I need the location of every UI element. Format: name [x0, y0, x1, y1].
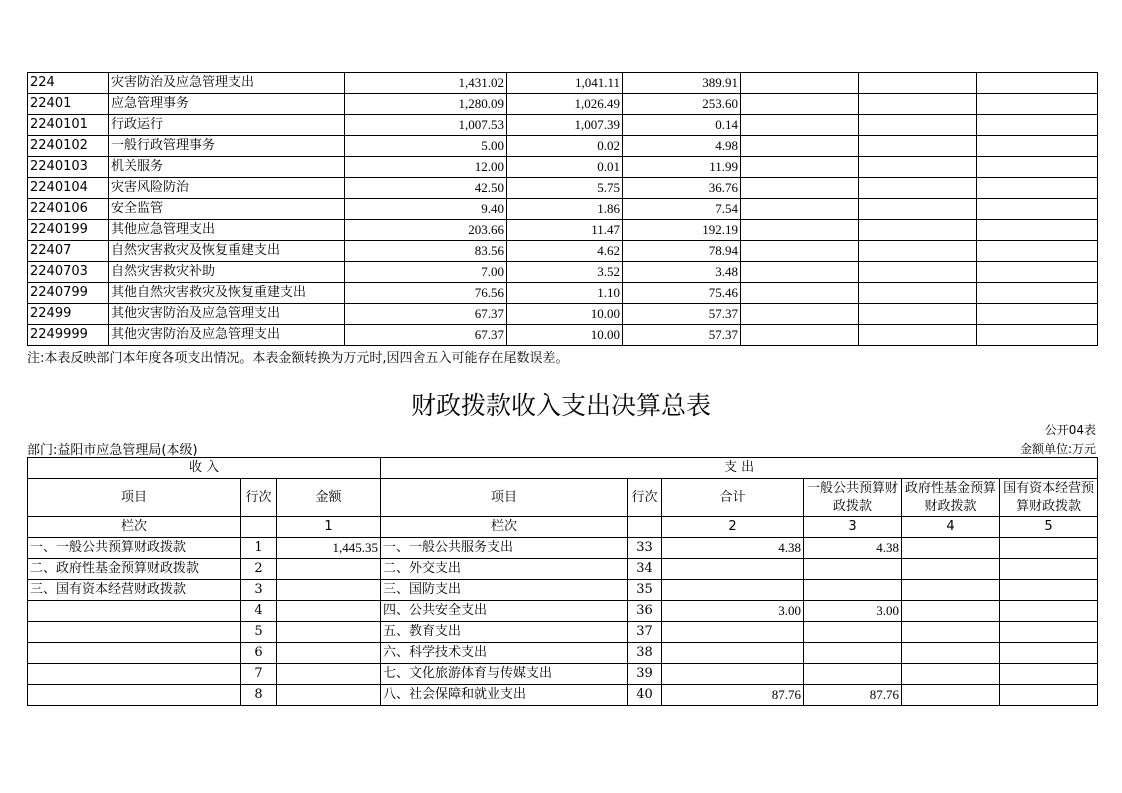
empty-cell: [741, 94, 859, 115]
expense-item: 七、文化旅游体育与传媒支出: [381, 664, 628, 685]
row-project: 78.94: [623, 241, 741, 262]
empty-cell: [741, 178, 859, 199]
table-row: [28, 262, 1098, 283]
income-item: [28, 685, 241, 706]
expense-total: [662, 622, 804, 643]
expense-item: 五、教育支出: [381, 622, 628, 643]
empty-cell: [977, 94, 1098, 115]
table-row: [28, 643, 1098, 664]
page-title: 财政拨款收入支出决算总表: [410, 391, 711, 420]
empty-cell: [859, 220, 977, 241]
empty-cell: [977, 220, 1098, 241]
income-item: 一、一般公共预算财政拨款: [28, 538, 241, 559]
table-row: [28, 136, 1098, 157]
row-code: 2240102: [28, 136, 109, 157]
unit-label: 金额单位:万元: [1019, 442, 1096, 456]
row-name: 安全监管: [109, 199, 345, 220]
empty-cell: [741, 241, 859, 262]
row-basic: 0.02: [507, 136, 623, 157]
expense-total: 3.00: [662, 601, 804, 622]
row-total: 67.37: [345, 304, 507, 325]
empty-cell: [902, 538, 1000, 559]
empty-cell: [741, 199, 859, 220]
row-name: 灾害风险防治: [109, 178, 345, 199]
row-code: 2240103: [28, 157, 109, 178]
table-row: [28, 241, 1098, 262]
empty-cell: [741, 220, 859, 241]
row-project: 253.60: [623, 94, 741, 115]
income-amount: [277, 601, 381, 622]
empty-cell: [1000, 664, 1098, 685]
income-amount: 1,445.35: [277, 538, 381, 559]
row-name: 行政运行: [109, 115, 345, 136]
empty-cell: [859, 136, 977, 157]
expense-total: [662, 664, 804, 685]
row-code: 2240199: [28, 220, 109, 241]
expense-row-number: 39: [628, 664, 662, 685]
income-row-number: 2: [241, 559, 277, 580]
row-name: 其他自然灾害救灾及恢复重建支出: [109, 283, 345, 304]
table-row: [28, 622, 1098, 643]
income-amount: [277, 685, 381, 706]
row-basic: 10.00: [507, 325, 623, 346]
table-row: [28, 220, 1098, 241]
row-basic: 1.86: [507, 199, 623, 220]
expense-general: [804, 643, 902, 664]
income-amount: [277, 580, 381, 601]
table-row: [28, 685, 1098, 706]
row-basic: 1,026.49: [507, 94, 623, 115]
row-basic: 1,007.39: [507, 115, 623, 136]
empty-cell: [628, 517, 662, 538]
row-code: 2249999: [28, 325, 109, 346]
expense-item: 六、科学技术支出: [381, 643, 628, 664]
row-project: 3.48: [623, 262, 741, 283]
empty-cell: [902, 664, 1000, 685]
col-num-4: 4: [902, 517, 1000, 538]
col-general: 一般公共预算财政拨款: [804, 479, 902, 517]
table-row: [28, 304, 1098, 325]
table-note: 注:本表反映部门本年度各项支出情况。本表金额转换为万元时,因四舍五入可能存在尾数误差。: [27, 351, 569, 366]
income-amount: [277, 622, 381, 643]
empty-cell: [1000, 601, 1098, 622]
income-row-number: 8: [241, 685, 277, 706]
empty-cell: [977, 178, 1098, 199]
table-row: [28, 115, 1098, 136]
row-total: 5.00: [345, 136, 507, 157]
empty-cell: [859, 199, 977, 220]
col-row2: 行次: [628, 479, 662, 517]
row-basic: 1.10: [507, 283, 623, 304]
row-total: 1,280.09: [345, 94, 507, 115]
empty-cell: [741, 304, 859, 325]
table-row: [28, 178, 1098, 199]
row-basic: 1,041.11: [507, 73, 623, 94]
empty-cell: [859, 241, 977, 262]
empty-cell: [902, 601, 1000, 622]
empty-cell: [1000, 559, 1098, 580]
row-total: 7.00: [345, 262, 507, 283]
row-code: 2240799: [28, 283, 109, 304]
table-row: [28, 325, 1098, 346]
table-row: [28, 559, 1098, 580]
empty-cell: [859, 73, 977, 94]
empty-cell: [977, 199, 1098, 220]
col-item: 项目: [28, 479, 241, 517]
row-code: 2240101: [28, 115, 109, 136]
col-item2: 项目: [381, 479, 628, 517]
col-gov-fund: 政府性基金预算财政拨款: [902, 479, 1000, 517]
table-row: [28, 157, 1098, 178]
col-num-3: 3: [804, 517, 902, 538]
row-name: 应急管理事务: [109, 94, 345, 115]
empty-cell: [977, 241, 1098, 262]
expense-total: [662, 580, 804, 601]
row-project: 4.98: [623, 136, 741, 157]
row-name: 其他灾害防治及应急管理支出: [109, 325, 345, 346]
empty-cell: [1000, 685, 1098, 706]
empty-cell: [977, 136, 1098, 157]
empty-cell: [1000, 538, 1098, 559]
row-name: 其他应急管理支出: [109, 220, 345, 241]
income-item: 三、国有资本经营财政拨款: [28, 580, 241, 601]
empty-cell: [741, 325, 859, 346]
row-basic: 0.01: [507, 157, 623, 178]
col-row: 行次: [241, 479, 277, 517]
row-project: 389.91: [623, 73, 741, 94]
income-row-number: 4: [241, 601, 277, 622]
empty-cell: [1000, 580, 1098, 601]
row-name: 其他灾害防治及应急管理支出: [109, 304, 345, 325]
expense-total: 87.76: [662, 685, 804, 706]
empty-cell: [741, 157, 859, 178]
income-item: [28, 643, 241, 664]
expense-total: [662, 643, 804, 664]
expense-general: [804, 664, 902, 685]
empty-cell: [859, 262, 977, 283]
row-project: 57.37: [623, 304, 741, 325]
expense-row-number: 36: [628, 601, 662, 622]
empty-cell: [741, 115, 859, 136]
income-item: [28, 622, 241, 643]
expense-row-number: 34: [628, 559, 662, 580]
expense-general: 4.38: [804, 538, 902, 559]
row-basic: 5.75: [507, 178, 623, 199]
row-project: 11.99: [623, 157, 741, 178]
table-row: [28, 73, 1098, 94]
row-basic: 4.62: [507, 241, 623, 262]
row-total: 76.56: [345, 283, 507, 304]
expense-row-number: 35: [628, 580, 662, 601]
income-row-number: 3: [241, 580, 277, 601]
empty-cell: [859, 115, 977, 136]
row-code: 224: [28, 73, 109, 94]
row-total: 203.66: [345, 220, 507, 241]
empty-cell: [902, 685, 1000, 706]
empty-cell: [902, 559, 1000, 580]
empty-cell: [902, 622, 1000, 643]
table-row: [28, 94, 1098, 115]
row-project: 7.54: [623, 199, 741, 220]
income-item: [28, 664, 241, 685]
expense-item: 三、国防支出: [381, 580, 628, 601]
empty-cell: [977, 115, 1098, 136]
income-row-number: 6: [241, 643, 277, 664]
row-project: 0.14: [623, 115, 741, 136]
empty-cell: [977, 325, 1098, 346]
row-total: 1,431.02: [345, 73, 507, 94]
empty-cell: [977, 304, 1098, 325]
row-total: 83.56: [345, 241, 507, 262]
empty-cell: [859, 304, 977, 325]
row-total: 67.37: [345, 325, 507, 346]
col-state-capital: 国有资本经营预算财政拨款: [1000, 479, 1098, 517]
empty-cell: [859, 178, 977, 199]
row-name: 自然灾害救灾及恢复重建支出: [109, 241, 345, 262]
income-row-number: 7: [241, 664, 277, 685]
col-num-5: 5: [1000, 517, 1098, 538]
row-code: 2240106: [28, 199, 109, 220]
empty-cell: [977, 73, 1098, 94]
row-code: 2240104: [28, 178, 109, 199]
row-name: 一般行政管理事务: [109, 136, 345, 157]
income-amount: [277, 664, 381, 685]
empty-cell: [859, 325, 977, 346]
expense-general: 3.00: [804, 601, 902, 622]
empty-cell: [859, 283, 977, 304]
empty-cell: [902, 580, 1000, 601]
table-row: [28, 601, 1098, 622]
col-label-2: 栏次: [381, 517, 628, 538]
row-total: 12.00: [345, 157, 507, 178]
fiscal-summary-table: [27, 457, 1098, 706]
expense-item: 四、公共安全支出: [381, 601, 628, 622]
expense-row-number: 33: [628, 538, 662, 559]
empty-cell: [741, 136, 859, 157]
income-row-number: 5: [241, 622, 277, 643]
row-total: 9.40: [345, 199, 507, 220]
empty-cell: [859, 157, 977, 178]
expenditure-detail-table: [27, 72, 1098, 346]
expense-item: 八、社会保障和就业支出: [381, 685, 628, 706]
expense-item: 二、外交支出: [381, 559, 628, 580]
col-total: 合计: [662, 479, 804, 517]
income-row-number: 1: [241, 538, 277, 559]
col-num-2: 2: [662, 517, 804, 538]
expense-row-number: 37: [628, 622, 662, 643]
row-code: 2240703: [28, 262, 109, 283]
expense-total: 4.38: [662, 538, 804, 559]
row-project: 57.37: [623, 325, 741, 346]
expense-item: 一、一般公共服务支出: [381, 538, 628, 559]
row-name: 自然灾害救灾补助: [109, 262, 345, 283]
empty-cell: [741, 283, 859, 304]
empty-cell: [241, 517, 277, 538]
row-name: 机关服务: [109, 157, 345, 178]
income-item: 二、政府性基金预算财政拨款: [28, 559, 241, 580]
row-basic: 11.47: [507, 220, 623, 241]
expense-general: 87.76: [804, 685, 902, 706]
expense-row-number: 38: [628, 643, 662, 664]
table-row: [28, 664, 1098, 685]
table-row: [28, 199, 1098, 220]
empty-cell: [741, 73, 859, 94]
table-row: [28, 283, 1098, 304]
table-code: 公开04表: [1044, 423, 1096, 437]
col-label-1: 栏次: [28, 517, 241, 538]
table-row: [28, 538, 1098, 559]
empty-cell: [1000, 643, 1098, 664]
income-amount: [277, 559, 381, 580]
expense-general: [804, 559, 902, 580]
row-basic: 3.52: [507, 262, 623, 283]
empty-cell: [977, 283, 1098, 304]
row-code: 22407: [28, 241, 109, 262]
row-name: 灾害防治及应急管理支出: [109, 73, 345, 94]
expense-row-number: 40: [628, 685, 662, 706]
empty-cell: [977, 262, 1098, 283]
income-amount: [277, 643, 381, 664]
row-basic: 10.00: [507, 304, 623, 325]
empty-cell: [1000, 622, 1098, 643]
col-amount: 金额: [277, 479, 381, 517]
expense-general: [804, 622, 902, 643]
empty-cell: [741, 262, 859, 283]
row-code: 22499: [28, 304, 109, 325]
expense-header: 支 出: [381, 458, 1098, 479]
row-project: 36.76: [623, 178, 741, 199]
row-code: 22401: [28, 94, 109, 115]
expense-general: [804, 580, 902, 601]
empty-cell: [859, 94, 977, 115]
table-row: [28, 580, 1098, 601]
row-project: 192.19: [623, 220, 741, 241]
empty-cell: [902, 643, 1000, 664]
income-header: 收 入: [28, 458, 381, 479]
col-num-1: 1: [277, 517, 381, 538]
row-total: 42.50: [345, 178, 507, 199]
income-item: [28, 601, 241, 622]
row-total: 1,007.53: [345, 115, 507, 136]
department-label: 部门:益阳市应急管理局(本级): [27, 443, 198, 458]
expense-total: [662, 559, 804, 580]
empty-cell: [977, 157, 1098, 178]
row-project: 75.46: [623, 283, 741, 304]
